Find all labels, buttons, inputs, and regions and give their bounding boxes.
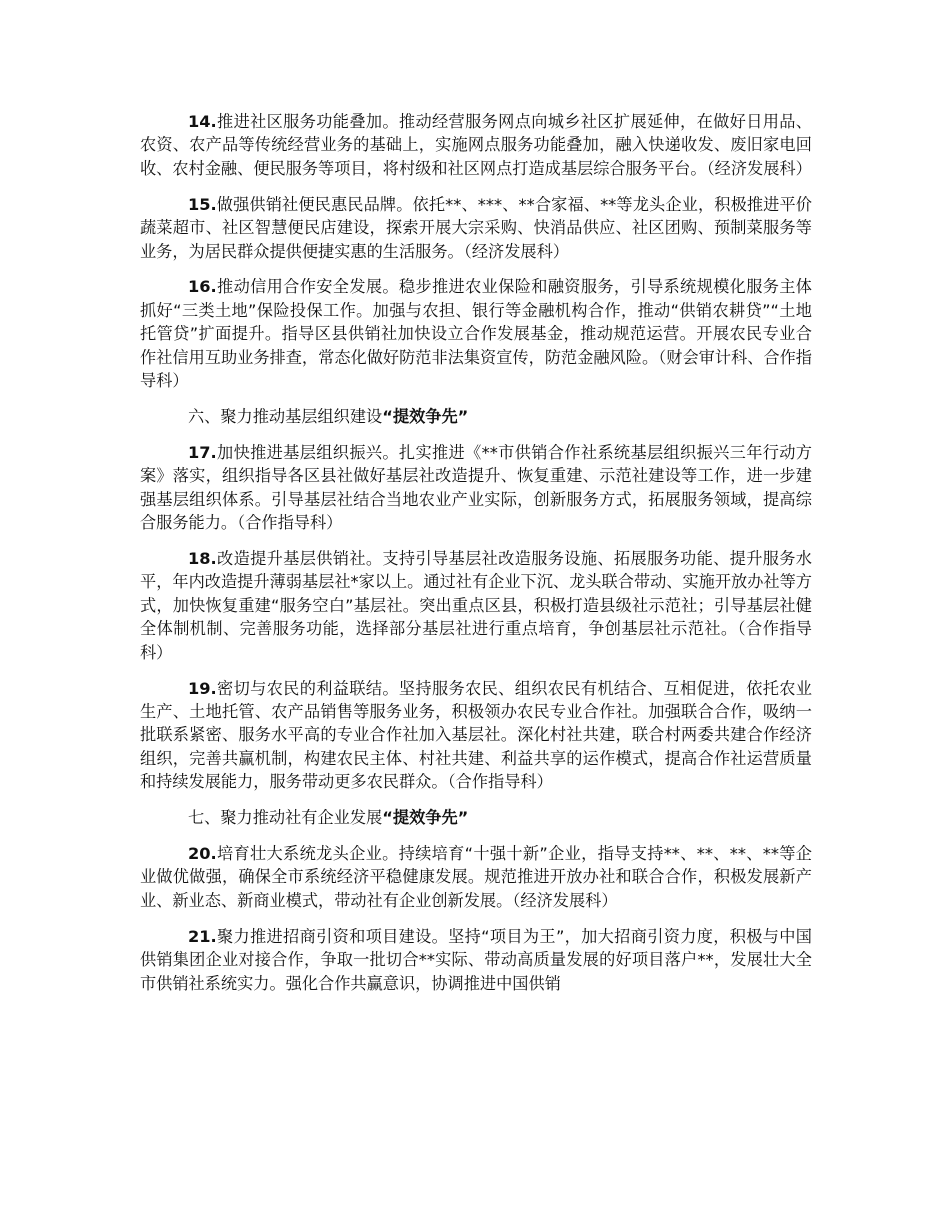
item-text: 推进社区服务功能叠加。推动经营服务网点向城乡社区扩展延伸，在做好日用品、农资、农产品等传统经营业务的基础上，实施网点服务功能叠加，融入快递收发、废旧家电回收、农村金融、便民服务等项目，将村级和社区网点打造成基层综合服务平台。（经济发展科） <box>140 112 812 178</box>
item-text: 推动信用合作安全发展。稳步推进农业保险和融资服务，引导系统规模化服务主体抓好“三类土地”保险投保工作。加强与农担、银行等金融机构合作，推动“供销农耕贷”“土地托管贷”扩面提升。指导区县供销社加快设立合作发展基金，推动规范运营。开展农民专业合作社信用互助业务排查，常态化做好防范非法集资宣传，防范金融风险。（财会审计科、合作指导科） <box>140 277 812 391</box>
item-text: 培育壮大系统龙头企业。持续培育“十强十新”企业，指导支持**、**、**、**等企业做优做强，确保全市系统经济平稳健康发展。规范推进开放办社和联合合作，积极发展新产业、新业态、新商业模式，带动社有企业创新发展。（经济发展科） <box>140 843 812 910</box>
item-number: 19. <box>188 678 217 698</box>
item-text: 做强供销社便民惠民品牌。依托**、***、**合家福、**等龙头企业，积极推进平价蔬菜超市、社区智慧便民店建设，探索开展大宗采购、快消品供应、社区团购、预制菜服务等业务，为居民群众提供便捷实惠的生活服务。（经济发展科） <box>140 194 812 261</box>
item-text: 加快推进基层组织振兴。扎实推进《**市供销合作社系统基层组织振兴三年行动方案》落实，组织指导各区县社做好基层社改造提升、恢复重建、示范社建设等工作，进一步建强基层组织体系。引导基层社结合当地农业产业实际，创新服务方式，拓展服务领域，提高综合服务能力。（合作指导科） <box>140 442 812 533</box>
item-19 <box>140 677 812 794</box>
item-number: 14. <box>188 112 217 131</box>
item-17 <box>140 441 812 535</box>
item-number: 16. <box>188 277 217 297</box>
item-text: 聚力推进招商引资和项目建设。坚持“项目为王”，加大招商引资力度，积极与中国供销集团企业对接合作，争取一批切合**实际、带动高质量发展的好项目落户**，发展壮大全市供销社系统实力。强化合作共赢意识，协调推进中国供销 <box>140 926 812 993</box>
section-heading-6 <box>140 405 812 428</box>
item-number: 18. <box>188 549 217 568</box>
item-number: 15. <box>188 194 217 214</box>
item-number: 20. <box>188 843 217 863</box>
item-16 <box>140 275 812 392</box>
section-heading-7 <box>140 806 812 829</box>
heading-quoted: “提效争先” <box>382 406 469 426</box>
item-number: 17. <box>188 442 217 462</box>
heading-text: 七、聚力推动社有企业发展 <box>188 808 383 828</box>
item-21 <box>140 925 812 995</box>
item-number: 21. <box>188 926 217 946</box>
item-18 <box>140 547 812 664</box>
item-15 <box>140 193 812 263</box>
item-20 <box>140 842 812 912</box>
item-14 <box>140 110 812 180</box>
item-text: 密切与农民的利益联结。坚持服务农民、组织农民有机结合、互相促进，依托农业生产、土地托管、农产品销售等服务业务，积极领办农民专业合作社。加强联合合作，吸纳一批联系紧密、服务水平高的专业合作社加入基层社。深化村社共建，联合村两委共建合作经济组织，完善共赢机制，构建农民主体、村社共建、利益共享的运作模式，提高合作社运营质量和持续发展能力，服务带动更多农民群众。（合作指导科） <box>140 678 812 792</box>
heading-text: 六、聚力推动基层组织建设 <box>188 406 383 426</box>
heading-quoted: “提效争先” <box>382 808 469 828</box>
item-text: 改造提升基层供销社。支持引导基层社改造服务设施、拓展服务功能、提升服务水平，年内改造提升薄弱基层社*家以上。通过社有企业下沉、龙头联合带动、实施开放办社等方式，加快恢复重建“服务空白”基层社。突出重点区县，积极打造县级社示范社；引导基层社健全体制机制、完善服务功能，选择部分基层社进行重点培育，争创基层社示范社。（合作指导科） <box>140 549 812 662</box>
document-page <box>140 110 812 995</box>
